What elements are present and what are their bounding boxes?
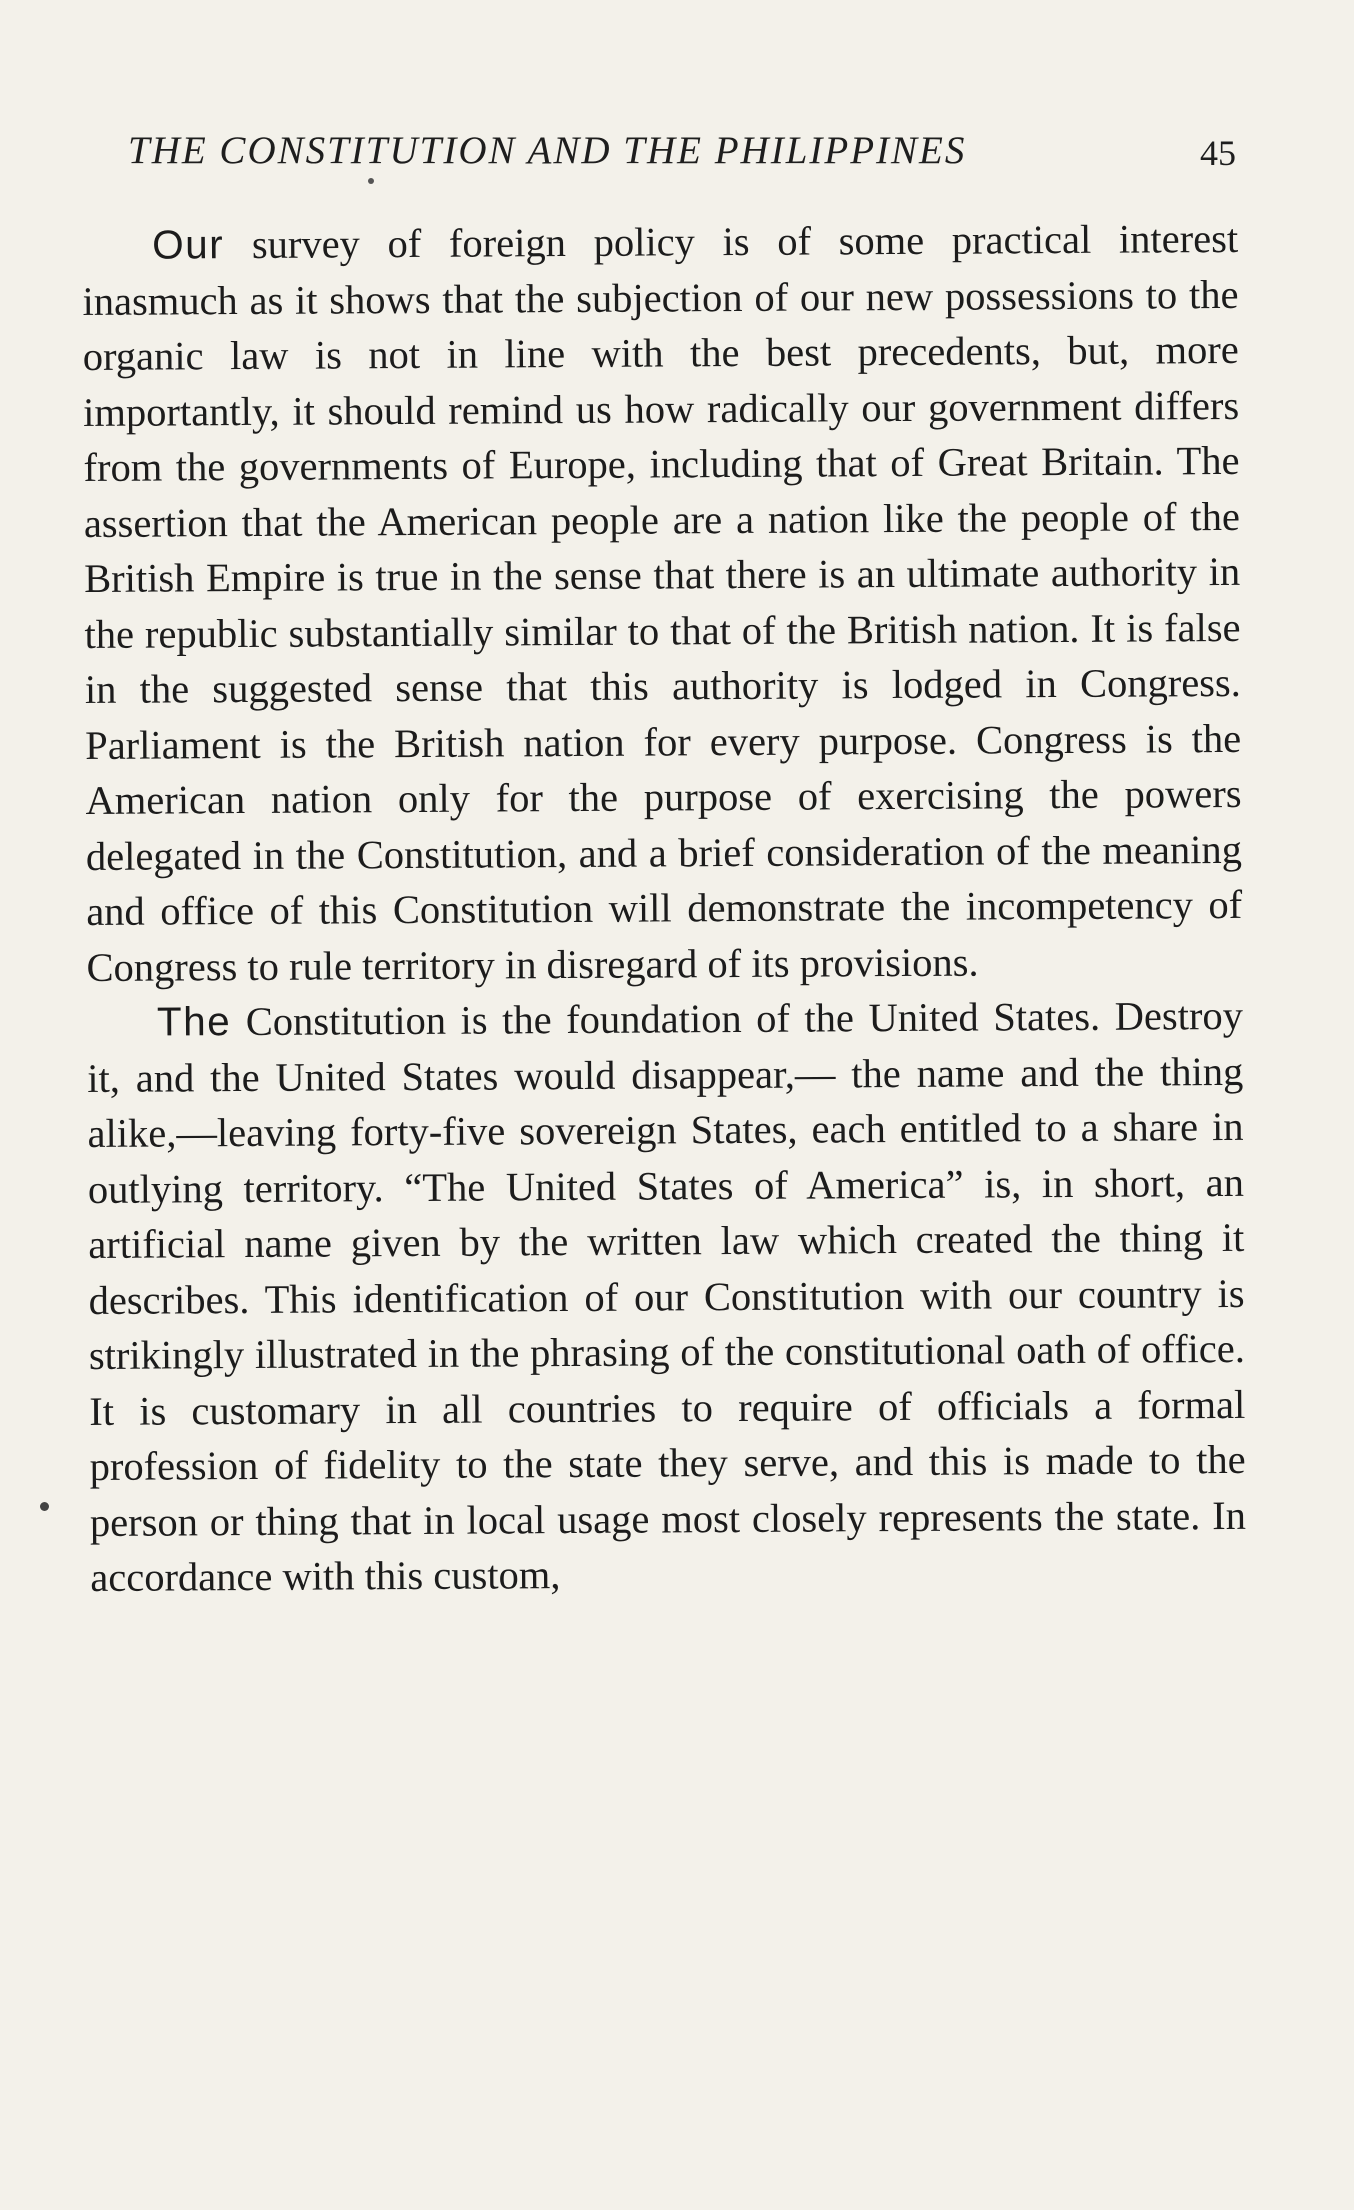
running-title: THE CONSTITUTION AND THE PHILIPPINES xyxy=(128,129,967,172)
print-speck-mark xyxy=(368,178,374,184)
page-number: 45 xyxy=(1200,133,1236,173)
paragraph-2 xyxy=(87,988,1247,1606)
paragraph-2-text: Constitution is the foundation of the United States. Destroy it, and the United States would disappear,— the name and the thing alike,—leaving forty-five sovereign States, each entitled to a share in outlying territory. “The United States of America” is, in short, an artificial name given by the written law which created the thing it describes. This identification of our Constitution with our country is strikingly illustrated in the phrasing of the constitutional oath of office. It is customary in all countries to require of officials a formal profession of fidelity to the state they serve, and this is made to the person or thing that in local usage most closely represents the state. In accordance with this custom, xyxy=(87,992,1247,1600)
paragraph-2-lead-word: The xyxy=(156,998,232,1045)
body-text xyxy=(82,211,1246,1606)
paragraph-1-lead-word: Our xyxy=(152,221,225,268)
paragraph-1-text: survey of foreign policy is of some practical interest inasmuch as it shows that the subjection of our new possessions to the organic law is not in line with the best precedents, but, more importantly, it should remind us how radically our government differs from the governments of Europe, including that of Great Britain. The assertion that the American people are a nation like the people of the British Empire is true in the sense that there is an ultimate authority in the republic substantially similar to that of the British nation. It is false in the suggested sense that this authority is lodged in Congress. Parliament is the British nation for every purpose. Congress is the American nation only for the purpose of exercising the powers delegated in the Constitution, and a brief consideration of the meaning and office of this Constitution will demonstrate the incompetency of Congress to rule territory in disregard of its provisions. xyxy=(82,215,1243,990)
paragraph-1 xyxy=(82,211,1243,995)
margin-bullet-mark xyxy=(40,1502,49,1511)
running-head xyxy=(128,120,1236,180)
